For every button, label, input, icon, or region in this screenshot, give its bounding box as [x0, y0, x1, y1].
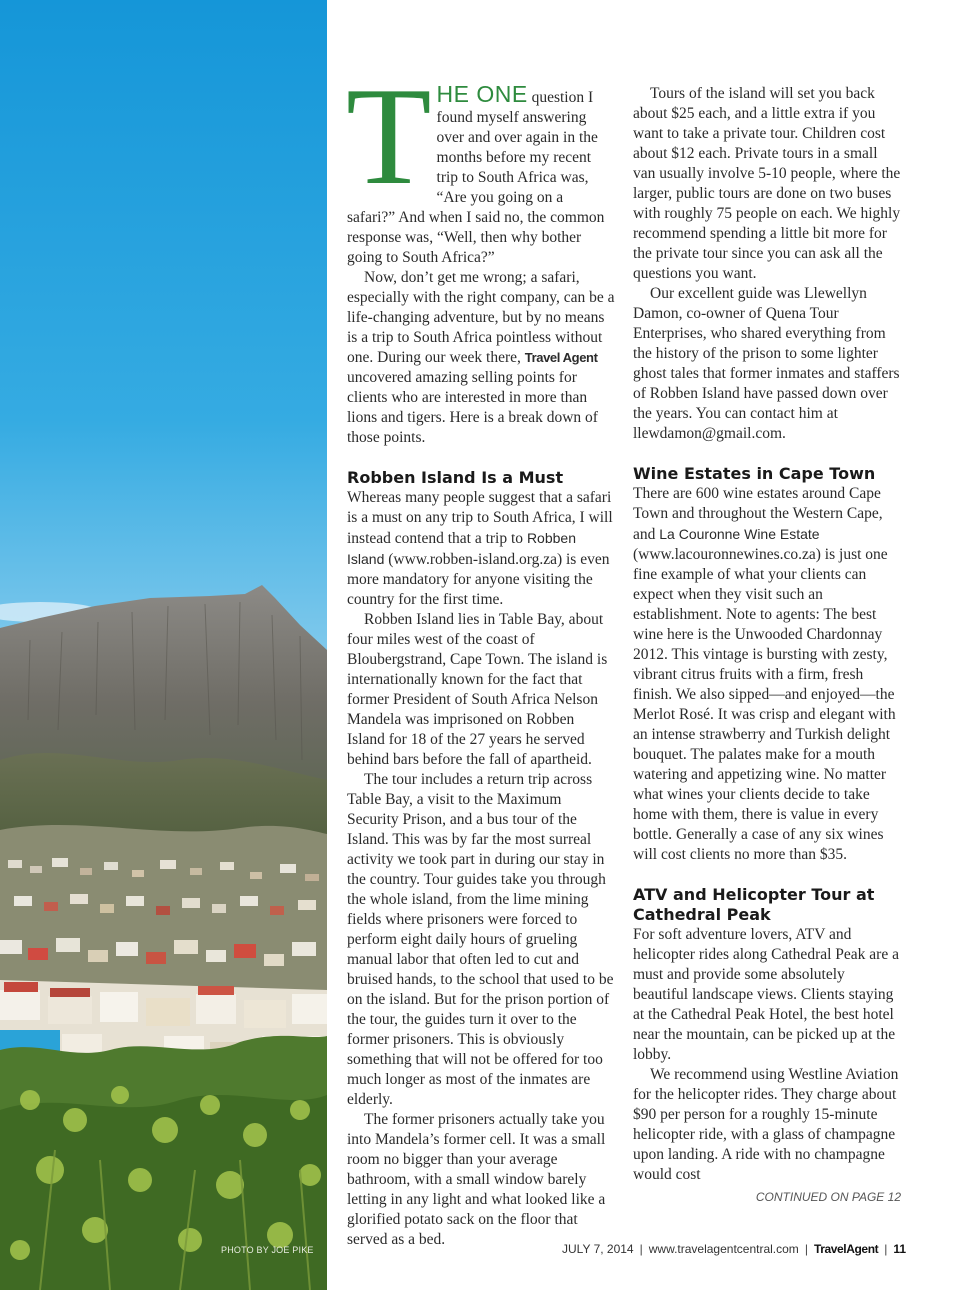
issue-date: JULY 7, 2014 — [562, 1242, 634, 1256]
page-number: 11 — [893, 1242, 907, 1256]
place-robben-island: Robben Island — [347, 530, 576, 567]
cover-photo — [0, 0, 327, 1290]
website-link[interactable]: www.travelagentcentral.com — [648, 1242, 799, 1256]
article-column-1 — [346, 59, 615, 1250]
lead-in: HE ONE — [436, 81, 528, 107]
intro-paragraph — [346, 59, 615, 268]
paragraph-text: (www.lacouronnewines.co.za) is just one fine example of what your clients can expect when they visit such an establishment. Note to agents: The best wine here is the Unwooded Chardonnay 2012. This vintage is bursting with zesty, vibrant citrus fruits with a firm, fresh finish. We also sipped—and enjoyed—the Merlot Rosé. It was crisp and elegant with an intense strawberry and Turkish delight bouquet. The palates make for a mouth watering and appetizing wine. No matter what wines your clients decide to take home with them, there is value in every bottle. Generally a case of any six wines will cost clients no more than $35. — [633, 546, 896, 863]
paragraph: For soft adventure lovers, ATV and helicopter rides along Cathedral Peak are a must and provide some absolutely beautiful landscape views. Clients staying at the Cathedral Peak Hotel, the best hotel near the mountain, can be picked up at the lobby. — [633, 926, 899, 1063]
paragraph: We recommend using Westline Aviation for the helicopter rides. They charge about $90 per person for a roughly 15-minute helicopter ride, with a glass of champagne upon landing. A ride with no champagne would cost — [633, 1066, 899, 1183]
paragraph-text: (www.robben-island.org.za) is even more mandatory for anyone visiting the country for the first time. — [347, 551, 610, 608]
paragraph: Our excellent guide was Llewellyn Damon, co-owner of Quena Tour Enterprises, who shared everything from the history of the prison to some lighter ghost tales that former inmates and staffers of Robben Island have passed down over the years. You can contact him at llewdamon@gmail.com. — [633, 285, 900, 442]
paragraph — [347, 268, 615, 448]
divider: | — [884, 1242, 888, 1256]
divider: | — [639, 1242, 643, 1256]
intro-text: question I found myself answering over and over again in the months before my recent trip to South Africa was, “Are you going on a safari?” And when I said no, the common response was, “Well, then why bother going to South Africa?” — [347, 89, 605, 266]
section-heading-wine-estates: Wine Estates in Cape Town — [633, 464, 876, 483]
paragraph — [633, 484, 903, 865]
continued-on-page: CONTINUED ON PAGE 12 — [755, 1190, 901, 1204]
paragraph-text: Whereas many people suggest that a safari is a must on any trip to South Africa, I will instead contend that a trip to — [347, 489, 613, 547]
paragraph: The tour includes a return trip across Table Bay, a visit to the Maximum Security Prison, and a bus tour of the Island. This was by far the most surreal activity we took part in during our stay in the country. Tour guides take you through the whole island, from the lime mining fields where prisoners were forced to perform eight daily hours of grueling manual labor that often led to cut and bruised hands, to the school that used to be on the island. But for the prison portion of the tour, the guides turn it over to the former prisoners. This is obviously something that will not be offered for too much longer as most of the inmates are elderly. — [347, 771, 614, 1108]
photo-credit: PHOTO BY JOE PIKE — [221, 1245, 314, 1255]
footer-brand: TravelAgent — [813, 1242, 879, 1256]
paragraph: Tours of the island will set you back about $25 each, and a little extra if you want to take a private tour. Children cost about $12 each. Private tours in a small van usually involve 5-10 people, where the larger, public tours are done on two buses with roughly 75 people on each. We highly recommend spending a little bit more for the private tour since you can ask all the questions you want. — [633, 85, 901, 282]
brand-travel-agent: Travel Agent — [524, 350, 598, 365]
paragraph: Robben Island lies in Table Bay, about four miles west of the coast of Bloubergstrand, Cape Town. The island is internationally known for the fact that former President of South Africa Nelson Mandela was imprisoned on Robben Island for 18 of the 27 years he served behind bars before the fall of apartheid. — [347, 611, 608, 768]
section-heading-robben-island: Robben Island Is a Must — [347, 468, 564, 487]
paragraph-text: Now, don’t get me wrong; a safari, especially with the right company, can be a life-changing adventure, but by no means is a trip to South Africa pointless without one. During our week there, — [347, 269, 615, 366]
article-column-2 — [633, 84, 903, 1207]
divider: | — [804, 1242, 808, 1256]
page-footer — [562, 1242, 906, 1256]
paragraph — [347, 488, 615, 610]
section-heading-atv-helicopter: ATV and Helicopter Tour at Cathedral Peak — [633, 885, 875, 924]
paragraph: The former prisoners actually take you into Mandela’s former cell. It was a small room no bigger than your average bathroom, with a small window barely letting in any light and what looked like a glorified potato sack on the floor that served as a bed. — [347, 1111, 606, 1248]
place-la-couronne: La Couronne Wine Estate — [659, 526, 820, 542]
paragraph-text: uncovered amazing selling points for clients who are interested in more than lions and tigers. Here is a break down of those points. — [347, 369, 598, 446]
paragraph-text: There are 600 wine estates around Cape Town and throughout the Western Cape, and — [633, 485, 883, 543]
drop-cap: T — [346, 59, 432, 214]
table-mountain-photo — [0, 0, 327, 1290]
